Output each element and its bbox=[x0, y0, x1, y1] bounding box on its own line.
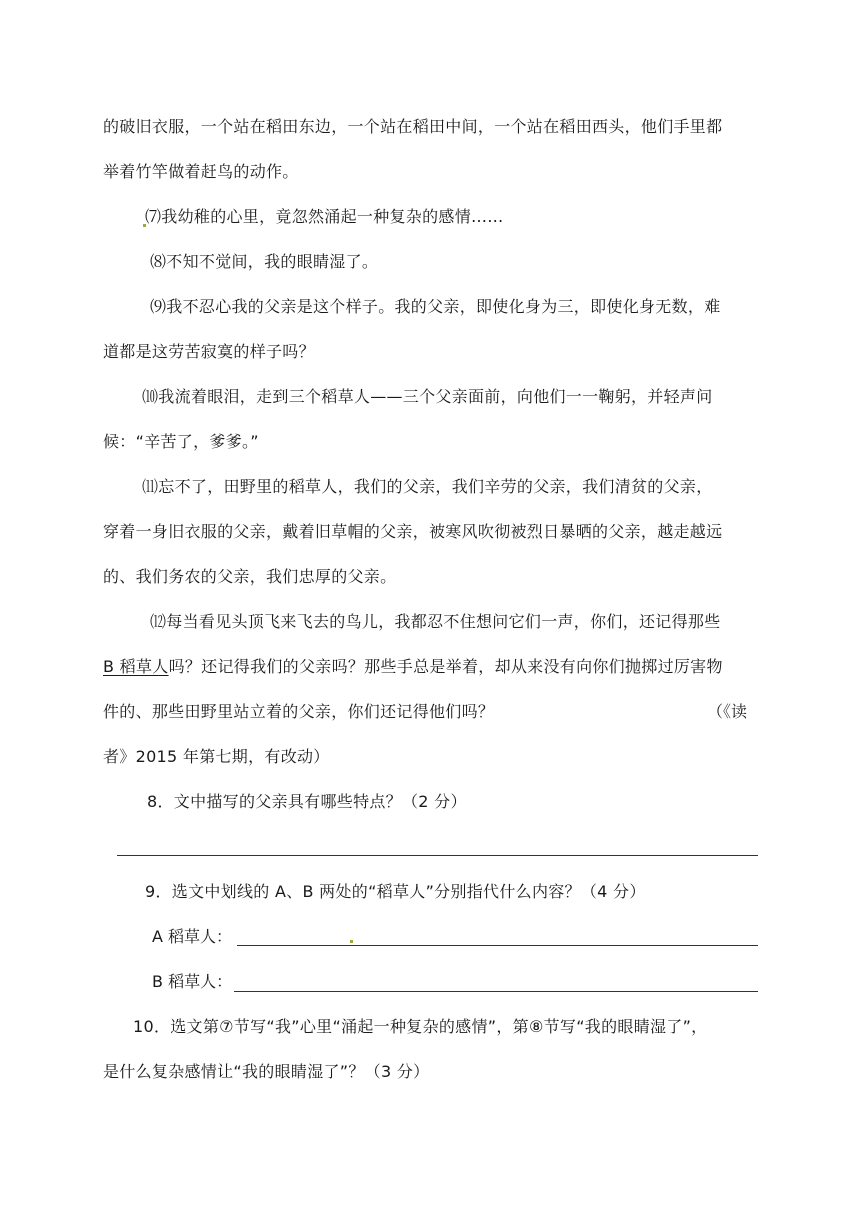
passage-p7: ⑺我幼稚的心里，竟忽然涌起一种复杂的感情…… bbox=[145, 207, 504, 226]
question-8: 8．文中描写的父亲具有哪些特点？（2 分） bbox=[147, 792, 467, 811]
underlined-scarecrow-b: B 稻草人 bbox=[103, 657, 169, 676]
passage-p9-line-1: ⑼我不忍心我的父亲是这个样子。我的父亲，即使化身为三，即使化身无数，难 bbox=[150, 297, 721, 316]
passage-p6-line-1: 的破旧衣服，一个站在稻田东边，一个站在稻田中间，一个站在稻田西头，他们手里都 bbox=[103, 117, 723, 136]
question-10-line-1: 10．选文第⑦节写“我”心里“涌起一种复杂的感情”，第⑧节写“我的眼睛湿了”， bbox=[133, 1017, 708, 1036]
answer-line-q8[interactable] bbox=[117, 855, 758, 856]
passage-p10-line-1: ⑽我流着眼泪，走到三个稻草人——三个父亲面前，向他们一一鞠躬，并轻声问 bbox=[142, 387, 713, 406]
passage-p12-line-2 bbox=[103, 652, 763, 682]
answer-line-q9-a[interactable] bbox=[237, 945, 758, 946]
scan-speck bbox=[350, 940, 353, 943]
passage-p12-line-3 bbox=[103, 697, 763, 727]
passage-p10-line-2: 候：“辛苦了，爹爹。” bbox=[103, 432, 259, 451]
passage-p11-line-3: 的、我们务农的父亲，我们忠厚的父亲。 bbox=[103, 567, 397, 586]
question-9: 9．选文中划线的 A、B 两处的“稻草人”分别指代什么内容？（4 分） bbox=[145, 882, 646, 901]
q9-label-b: B 稻草人： bbox=[152, 972, 233, 991]
source-citation-part-1: （《读 bbox=[707, 702, 748, 721]
passage-p11-line-2: 穿着一身旧衣服的父亲，戴着旧草帽的父亲，被寒风吹彻被烈日暴晒的父亲，越走越远 bbox=[103, 522, 723, 541]
passage-p12-line-1: ⑿每当看见头顶飞来飞去的鸟儿，我都忍不住想问它们一声，你们，还记得那些 bbox=[150, 612, 721, 631]
q9-label-a: A 稻草人： bbox=[152, 927, 233, 946]
passage-p9-line-2: 道都是这劳苦寂寞的样子吗？ bbox=[103, 342, 315, 361]
answer-line-q9-b[interactable] bbox=[234, 991, 758, 992]
passage-p6-line-2: 举着竹竿做着赶鸟的动作。 bbox=[103, 162, 299, 181]
question-10-line-2: 是什么复杂感情让“我的眼睛湿了”？（3 分） bbox=[103, 1062, 430, 1081]
source-citation-part-2: 者》2015 年第七期，有改动） bbox=[103, 747, 330, 766]
passage-p11-line-1: ⑾忘不了，田野里的稻草人，我们的父亲，我们辛劳的父亲，我们清贫的父亲， bbox=[142, 477, 713, 496]
passage-p12-line-2-rest: 吗？还记得我们的父亲吗？那些手总是举着，却从来没有向你们抛掷过厉害物 bbox=[168, 657, 723, 676]
passage-p8: ⑻不知不觉间，我的眼睛湿了。 bbox=[150, 252, 379, 271]
passage-p12-line-3-text: 件的、那些田野里站立着的父亲，你们还记得他们吗？ bbox=[103, 702, 495, 721]
